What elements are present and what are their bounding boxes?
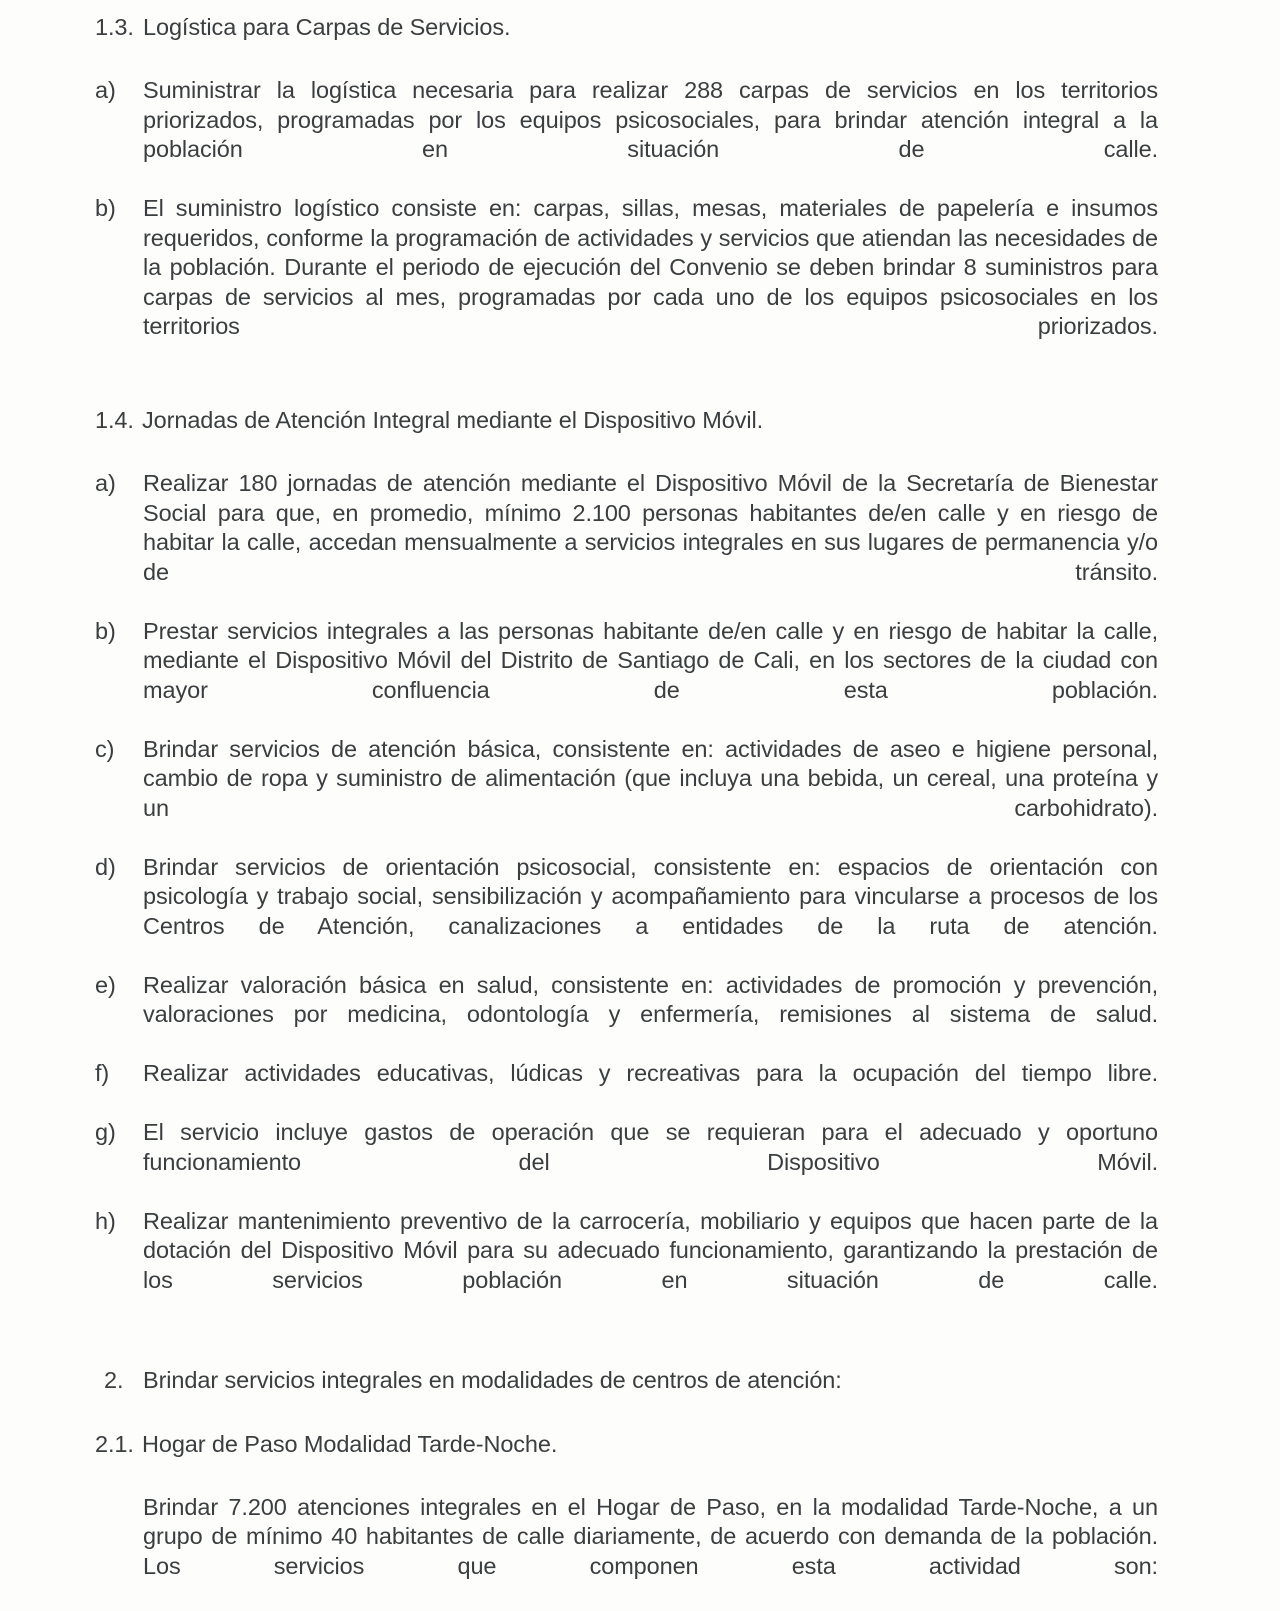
list-marker: d) [95,853,116,880]
list-item-text: El suministro logístico consiste en: carpas, sillas, mesas, materiales de papelería e insumos requeridos, conforme la programación de actividades y servicios que atiendan las necesidades de la población. Durante el periodo de ejecución del Convenio se deben brindar 8 suministros para carpas de servicios al mes, programadas por cada uno de los equipos psicosociales en los territorios priorizados. [143,195,1158,339]
list-item-text: Realizar mantenimiento preventivo de la carrocería, mobiliario y equipos que hacen parte de la dotación del Dispositivo Móvil para su adecuado funcionamiento, garantizando la prestación de los servicios población en situación de calle. [143,1207,1158,1293]
section-heading-2-1 [95,1429,1158,1459]
list-item-text: Realizar valoración básica en salud, consistente en: actividades de promoción y prevención, valoraciones por medicina, odontología y enfermería, remisiones al sistema de salud. [143,971,1158,1027]
spacer [95,1459,1158,1493]
list-item [95,1207,1158,1325]
section-title: Brindar servicios integrales en modalidades de centros de atención: [143,1366,842,1393]
list-item [95,469,1158,617]
list-item [95,735,1158,853]
list-item [95,1118,1158,1207]
list-item-text: Prestar servicios integrales a las personas habitante de/en calle y en riesgo de habitar la calle, mediante el Dispositivo Móvil del Distrito de Santiago de Cali, en los sectores de la ciudad con mayor confluencia de esta población. [143,617,1158,703]
section-title: Jornadas de Atención Integral mediante el Dispositivo Móvil. [142,407,764,433]
list-item-text: El servicio incluye gastos de operación que se requieran para el adecuado y oportuno funcionamiento del Dispositivo Móvil. [143,1119,1158,1175]
section-heading-1-3 [95,12,1158,42]
section-paragraph: Brindar 7.200 atenciones integrales en el Hogar de Paso, en la modalidad Tarde-Noche, a un grupo de mínimo 40 habitantes de calle diariamente, de acuerdo con demanda de la población. Los servicios que componen esta actividad son: [143,1493,1158,1579]
document-text-body [95,12,1158,1611]
list-marker: e) [95,971,116,998]
section-heading-2 [95,1365,1158,1395]
list-item-text: Brindar servicios de atención básica, consistente en: actividades de aseo e higiene personal, cambio de ropa y suministro de alimentación (que incluya una bebida, un cereal, una proteína y un carbohidrato). [143,735,1158,821]
list-item-text: Realizar 180 jornadas de atención mediante el Dispositivo Móvil de la Secretaría de Bienestar Social para que, en promedio, mínimo 2.100 personas habitantes de/en calle y en riesgo de habitar la calle, accedan mensualmente a servicios integrales en sus lugares de permanencia y/o de tránsito. [143,470,1158,585]
list-item-text: Suministrar la logística necesaria para realizar 288 carpas de servicios en los territorios priorizados, programadas por los equipos psicosociales, para brindar atención integral a la población en situación de calle. [143,77,1158,162]
list-marker: b) [95,617,116,644]
section-number: 1.3. [95,14,134,40]
section-title: Logística para Carpas de Servicios. [143,14,511,40]
list-marker: g) [95,1119,116,1145]
spacer [95,371,1158,405]
spacer [95,1325,1158,1365]
list-item-text: Realizar actividades educativas, lúdicas y recreativas para la ocupación del tiempo libre. [143,1060,1158,1086]
list-marker: a) [95,77,116,103]
list-item [95,853,1158,971]
list-item [95,971,1158,1060]
list-marker: a) [95,470,116,496]
list-marker: b) [95,195,116,221]
spacer [95,1395,1158,1429]
list-marker: f) [95,1060,110,1086]
section-title: Hogar de Paso Modalidad Tarde-Noche. [142,1430,558,1457]
list-item [95,617,1158,735]
spacer [95,42,1158,76]
list-item [95,194,1158,371]
list-item [95,76,1158,194]
list-item [95,1059,1158,1118]
list-marker: c) [95,735,115,762]
section-number: 2.1. [95,1430,134,1457]
list-item-text: Brindar servicios de orientación psicosocial, consistente en: espacios de orientación con psicología y trabajo social, sensibilización y acompañamiento para vincularse a procesos de los Centros de Atención, canalizaciones a entidades de la ruta de atención. [143,853,1158,939]
section-number: 1.4. [95,407,134,433]
section-number: 2. [104,1366,124,1393]
list-marker: h) [95,1207,116,1234]
spacer [95,435,1158,469]
section-heading-1-4 [95,405,1158,435]
